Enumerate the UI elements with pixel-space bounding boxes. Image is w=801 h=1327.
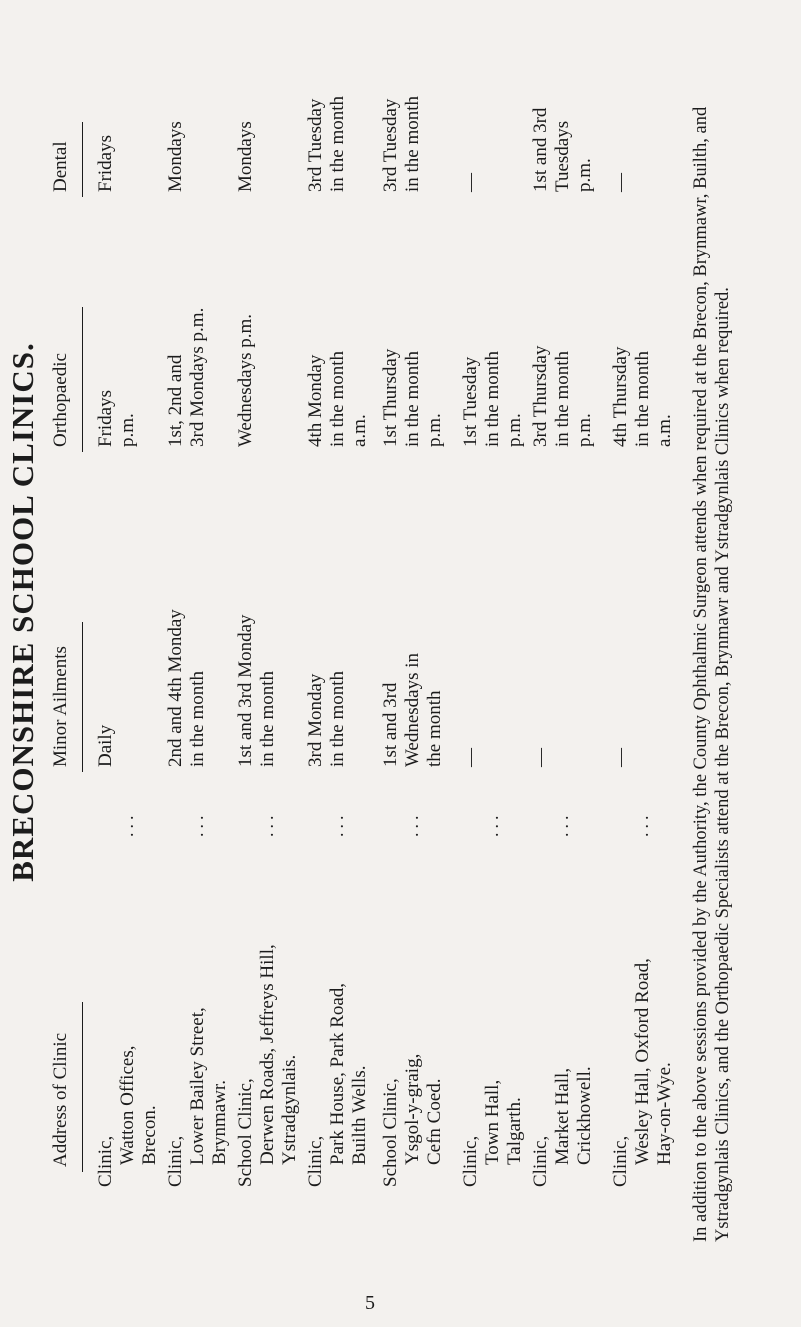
footnote: In addition to the above sessions provided by the Authority, the County Ophthalmic Surgeon attends when required at the Brecon, Brynmawr, Builth, and Ystradgynlais Clinics, and the Orthopaedic Specialists attend at the Brecon, Brynmawr and Ystradgynlais Clinics when required. bbox=[691, 106, 733, 1242]
orthopaedic-session-line: 3rd Mondays p.m. bbox=[187, 307, 208, 447]
clinic-address-line: School Clinic, bbox=[235, 1078, 256, 1187]
clinic-address-line: Ystradgynlais. bbox=[279, 1054, 300, 1165]
orthopaedic-session-line: 3rd Thursday bbox=[530, 345, 551, 447]
orthopaedic-session-line: 1st, 2nd and bbox=[165, 354, 186, 447]
dental-session-line: in the month bbox=[327, 95, 348, 192]
dental-session bbox=[95, 135, 117, 192]
header-dental: Dental bbox=[50, 141, 71, 192]
minor-ailments-session-line: in the month bbox=[327, 670, 348, 767]
dental-session-line: Mondays bbox=[235, 121, 256, 192]
minor-ailments-session bbox=[165, 609, 209, 767]
dental-session-line: 3rd Tuesday bbox=[305, 98, 326, 192]
clinic-address-line: Clinic, bbox=[95, 1135, 116, 1187]
clinic-address-line: Lower Bailey Street, bbox=[187, 1007, 208, 1165]
clinic-address bbox=[95, 887, 161, 1187]
header-rule-dental bbox=[82, 122, 83, 197]
header-rule-ortho bbox=[82, 307, 83, 452]
leader-dots: ... bbox=[552, 811, 572, 837]
clinic-address-line: Ysgol-y-graig, bbox=[402, 1053, 423, 1165]
clinic-address bbox=[380, 887, 446, 1187]
minor-ailments-session-line: Daily bbox=[95, 724, 116, 767]
minor-ailments-session-line: in the month bbox=[187, 670, 208, 767]
clinic-address-line: Clinic, bbox=[530, 1135, 551, 1187]
orthopaedic-session bbox=[460, 351, 526, 447]
leader-dots: ... bbox=[482, 811, 502, 837]
clinic-address-line: Hay-on-Wye. bbox=[654, 1062, 675, 1165]
clinic-address-line: Talgarth. bbox=[504, 1097, 525, 1165]
orthopaedic-session bbox=[380, 349, 446, 447]
clinic-address-line: Derwen Roads, Jeffreys Hill, bbox=[257, 944, 278, 1165]
leader-dots: ... bbox=[257, 811, 277, 837]
orthopaedic-session-line: a.m. bbox=[349, 414, 370, 447]
clinic-address-line: Brynmawr. bbox=[209, 1080, 230, 1165]
orthopaedic-session bbox=[530, 346, 596, 448]
orthopaedic-session-line: 4th Thursday bbox=[610, 346, 631, 447]
clinic-address bbox=[610, 887, 676, 1187]
dental-session bbox=[530, 108, 596, 192]
header-rule-minor bbox=[82, 622, 83, 772]
minor-ailments-session-line: 1st and 3rd bbox=[380, 682, 401, 767]
orthopaedic-session-line: in the month bbox=[632, 350, 653, 447]
orthopaedic-session-line: Fridays bbox=[95, 390, 116, 447]
dental-session-line: Tuesdays bbox=[552, 120, 573, 192]
clinic-address-line: Clinic, bbox=[165, 1135, 186, 1187]
minor-ailments-session-line: — bbox=[610, 748, 631, 767]
clinic-address-line: Town Hall, bbox=[482, 1079, 503, 1165]
orthopaedic-session-line: in the month bbox=[552, 350, 573, 447]
dental-session-line: — bbox=[460, 173, 481, 192]
clinic-address-line: Clinic, bbox=[305, 1135, 326, 1187]
orthopaedic-session-line: in the month bbox=[402, 350, 423, 447]
page-number: 5 bbox=[365, 1292, 375, 1314]
minor-ailments-session-line: 3rd Monday bbox=[305, 673, 326, 767]
clinic-address-line: Crickhowell. bbox=[574, 1066, 595, 1165]
orthopaedic-session bbox=[95, 390, 139, 447]
clinic-address-line: Clinic, bbox=[460, 1135, 481, 1187]
dental-session-line: 3rd Tuesday bbox=[380, 98, 401, 192]
minor-ailments-session bbox=[305, 671, 349, 767]
dental-session bbox=[460, 173, 482, 192]
minor-ailments-session bbox=[460, 748, 482, 767]
orthopaedic-session-line: 4th Monday bbox=[305, 354, 326, 447]
dental-session bbox=[380, 96, 424, 192]
orthopaedic-session-line: 1st Thursday bbox=[380, 348, 401, 447]
minor-ailments-session bbox=[610, 748, 632, 767]
clinic-address bbox=[235, 887, 301, 1187]
dental-session-line: Fridays bbox=[95, 135, 116, 192]
clinic-address-line: Market Hall, bbox=[552, 1067, 573, 1165]
dental-session bbox=[305, 96, 349, 192]
clinic-address-line: Park House, Park Road, bbox=[327, 982, 348, 1165]
orthopaedic-session-line: 1st Tuesday bbox=[460, 356, 481, 447]
clinic-address bbox=[165, 887, 231, 1187]
orthopaedic-session-line: in the month bbox=[482, 350, 503, 447]
header-rule-address bbox=[82, 1002, 83, 1172]
page-title: BRECONSHIRE SCHOOL CLINICS. bbox=[5, 342, 40, 882]
minor-ailments-session-line: the month bbox=[424, 690, 445, 767]
dental-session-line: Mondays bbox=[165, 121, 186, 192]
leader-dots: ... bbox=[402, 811, 422, 837]
clinic-address-line: Wesley Hall, Oxford Road, bbox=[632, 958, 653, 1165]
clinic-address-line: Watton Offices, bbox=[117, 1045, 138, 1165]
minor-ailments-session bbox=[95, 725, 117, 767]
orthopaedic-session-line: p.m. bbox=[504, 413, 525, 447]
clinic-address-line: Brecon. bbox=[139, 1105, 160, 1165]
minor-ailments-session-line: 1st and 3rd Monday bbox=[235, 614, 256, 767]
dental-session bbox=[165, 121, 187, 192]
clinic-address-line: Builth Wells. bbox=[349, 1065, 370, 1165]
leader-dots: ... bbox=[632, 811, 652, 837]
clinic-address bbox=[460, 887, 526, 1187]
clinic-address bbox=[305, 887, 371, 1187]
orthopaedic-session-line: p.m. bbox=[574, 413, 595, 447]
minor-ailments-session bbox=[380, 653, 446, 767]
minor-ailments-session bbox=[235, 614, 279, 767]
header-address: Address of Clinic bbox=[50, 1032, 71, 1167]
header-minor-ailments: Minor Ailments bbox=[50, 646, 71, 767]
dental-session-line: — bbox=[610, 173, 631, 192]
orthopaedic-session-line: p.m. bbox=[117, 413, 138, 447]
orthopaedic-session-line: Wednesdays p.m. bbox=[235, 313, 256, 447]
clinic-address bbox=[530, 887, 596, 1187]
clinic-address-line: School Clinic, bbox=[380, 1078, 401, 1187]
minor-ailments-session-line: Wednesdays in bbox=[402, 652, 423, 767]
orthopaedic-session bbox=[235, 314, 257, 447]
dental-session-line: in the month bbox=[402, 95, 423, 192]
minor-ailments-session-line: 2nd and 4th Monday bbox=[165, 609, 186, 767]
dental-session-line: p.m. bbox=[574, 158, 595, 192]
leader-dots: ... bbox=[117, 811, 137, 837]
clinic-address-line: Clinic, bbox=[610, 1135, 631, 1187]
orthopaedic-session-line: a.m. bbox=[654, 414, 675, 447]
dental-session bbox=[235, 121, 257, 192]
leader-dots: ... bbox=[187, 811, 207, 837]
dental-session-line: 1st and 3rd bbox=[530, 107, 551, 192]
clinic-address-line: Cefn Coed. bbox=[424, 1078, 445, 1165]
leader-dots: ... bbox=[327, 811, 347, 837]
orthopaedic-session bbox=[610, 347, 676, 447]
orthopaedic-session bbox=[165, 308, 209, 447]
minor-ailments-session-line: — bbox=[460, 748, 481, 767]
orthopaedic-session-line: p.m. bbox=[424, 413, 445, 447]
orthopaedic-session-line: in the month bbox=[327, 350, 348, 447]
orthopaedic-session bbox=[305, 351, 371, 447]
minor-ailments-session bbox=[530, 748, 552, 767]
minor-ailments-session-line: — bbox=[530, 748, 551, 767]
minor-ailments-session-line: in the month bbox=[257, 670, 278, 767]
dental-session bbox=[610, 173, 632, 192]
header-orthopaedic: Orthopaedic bbox=[50, 353, 71, 447]
